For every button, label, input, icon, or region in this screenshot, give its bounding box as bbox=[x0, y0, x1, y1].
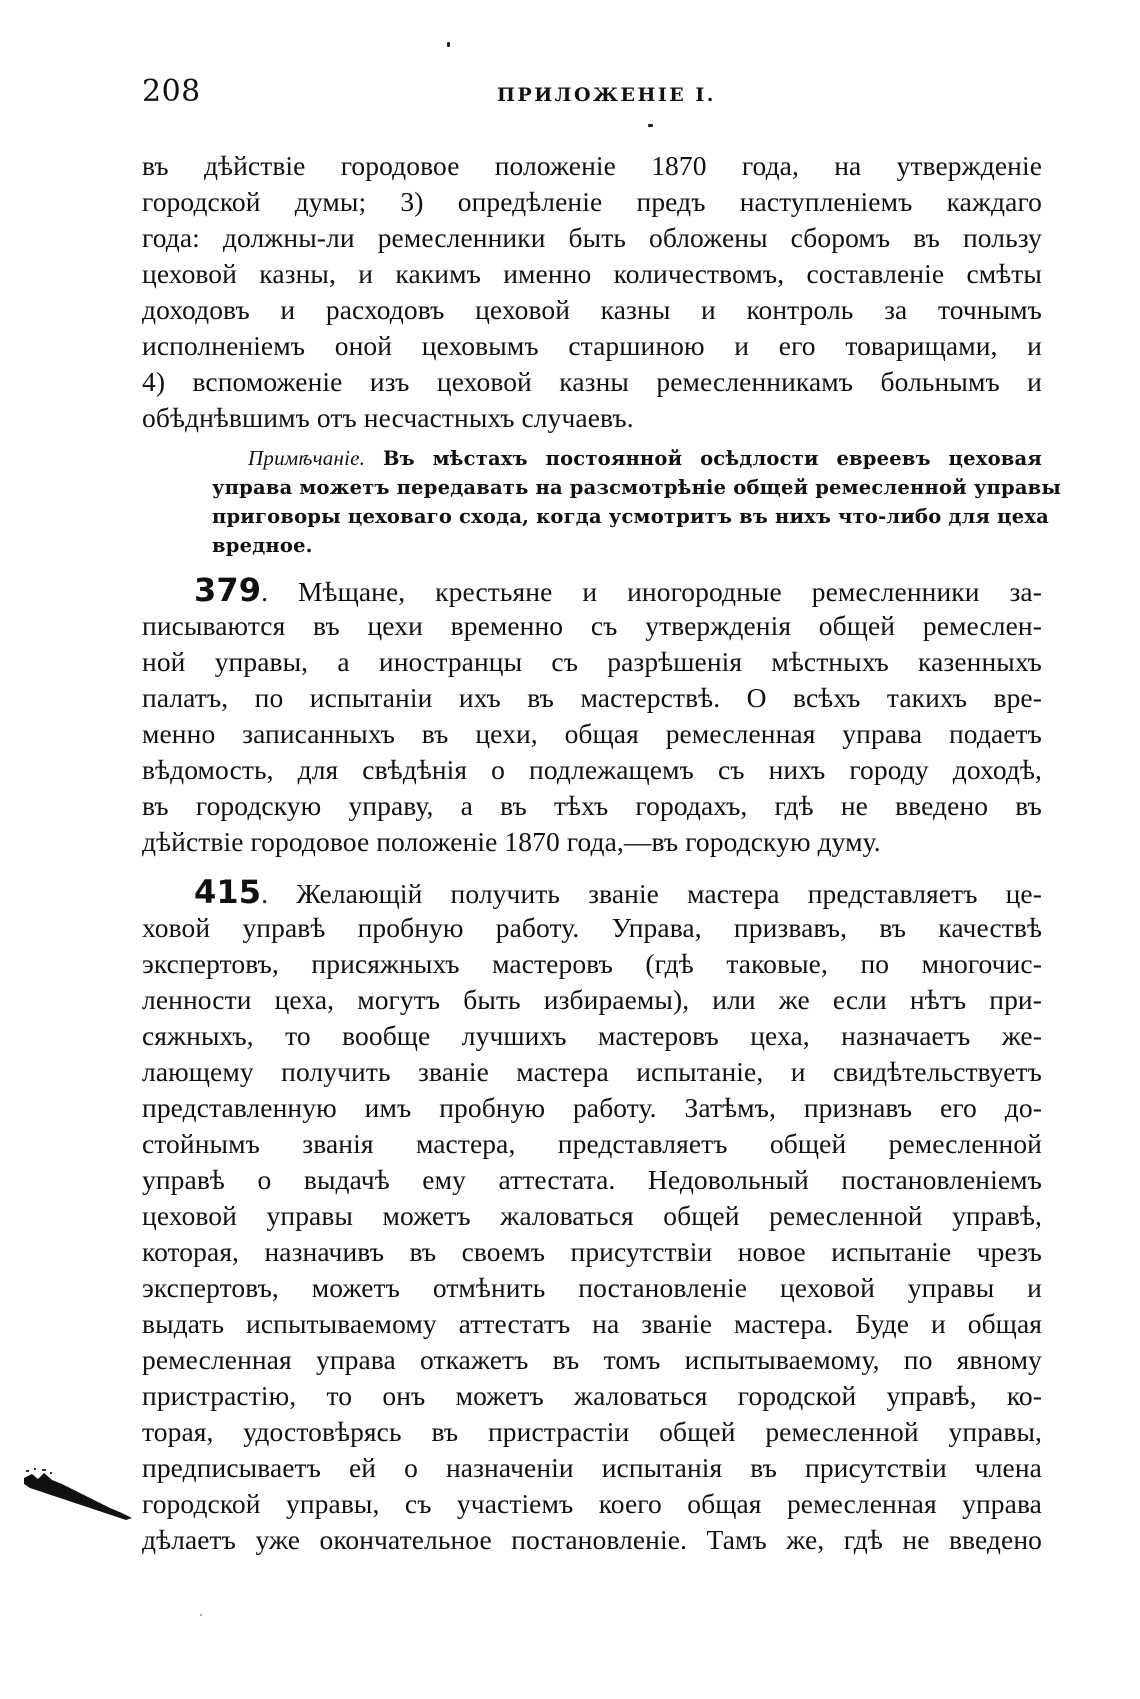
note-line: приговоры цеховаго схода, когда усмотритъ въ нихъ что-либо для цеха bbox=[212, 505, 1049, 528]
text-line: экспертовъ, можетъ отмѣнить постановленіе цеховой управы и bbox=[142, 1272, 1042, 1303]
text-line: доходовъ и расходовъ цеховой казны и контроль за точнымъ bbox=[142, 294, 1042, 325]
text-line: обѣднѣвшимъ отъ несчастныхъ случаевъ. bbox=[142, 402, 634, 433]
body-text bbox=[142, 148, 1062, 1558]
scan-speck bbox=[200, 1614, 202, 1616]
text-line: ховой управѣ пробную работу. Управа, призвавъ, въ качествѣ bbox=[142, 912, 1042, 943]
text-line: ремесленная управа откажетъ въ томъ испытываемому, по явному bbox=[142, 1344, 1042, 1375]
intro-paragraph bbox=[142, 148, 1042, 436]
text-line: цеховой казны, и какимъ именно количествомъ, составленіе смѣты bbox=[142, 258, 1042, 289]
text-line: стойнымъ званія мастера, представляетъ общей ремесленной bbox=[142, 1128, 1042, 1159]
text-line: писываются въ цехи временно съ утвержденія общей ремеслен- bbox=[142, 610, 1042, 641]
text-line bbox=[142, 874, 1042, 910]
text-line: представленную имъ пробную работу. Затѣмъ, признавъ его до- bbox=[142, 1092, 1042, 1123]
text-line: которая, назначивъ въ своемъ присутствіи новое испытаніе чрезъ bbox=[142, 1236, 1042, 1267]
note-text: Въ мѣстахъ постоянной осѣдлости евреевъ цеховая bbox=[382, 447, 1042, 470]
text-line: исполненіемъ оной цеховымъ старшиною и его товарищами, и bbox=[142, 330, 1042, 361]
text-line: цеховой управы можетъ жаловаться общей ремесленной управѣ, bbox=[142, 1200, 1042, 1231]
text-line: торая, удостовѣрясь въ пристрастіи общей ремесленной управы, bbox=[142, 1416, 1042, 1447]
text-line: городской управы, съ участіемъ коего общая ремесленная управа bbox=[142, 1488, 1042, 1519]
text-line: вѣдомость, для свѣдѣнія о подлежащемъ съ нихъ городу доходѣ, bbox=[142, 754, 1042, 785]
note-line bbox=[212, 444, 1042, 473]
text-line: экспертовъ, присяжныхъ мастеровъ (гдѣ таковые, по многочис- bbox=[142, 948, 1042, 979]
text-line: ной управы, а иностранцы съ разрѣшенія мѣстныхъ казенныхъ bbox=[142, 646, 1042, 677]
text-line: дѣлаетъ уже окончательное постановленіе. Тамъ же, гдѣ не введено bbox=[142, 1524, 1042, 1555]
text-line: лающему получить званіе мастера испытаніе, и свидѣтельствуетъ bbox=[142, 1056, 1042, 1087]
note-block bbox=[212, 444, 1062, 560]
text-line: года: должны-ли ремесленники быть обложены сборомъ въ пользу bbox=[142, 222, 1042, 253]
text-line: менно записанныхъ въ цехи, общая ремесленная управа подаетъ bbox=[142, 718, 1042, 749]
text-line bbox=[142, 572, 1042, 608]
page-header bbox=[142, 74, 1042, 114]
note-label: Примѣчаніе. bbox=[248, 446, 366, 470]
text-line: городской думы; 3) опредѣленіе предъ наступленіемъ каждаго bbox=[142, 186, 1042, 217]
text-line: предписываетъ ей о назначеніи испытанія въ присутствіи члена bbox=[142, 1452, 1042, 1483]
note-line: управа можетъ передавать на разсмотрѣніе общей ремесленной управы bbox=[212, 476, 1062, 499]
article-379 bbox=[142, 572, 1042, 860]
text-line: палатъ, по испытаніи ихъ въ мастерствѣ. О всѣхъ такихъ вре- bbox=[142, 682, 1042, 713]
note-line: вредное. bbox=[212, 534, 313, 557]
text-line: выдать испытываемому аттестатъ на званіе мастера. Буде и общая bbox=[142, 1308, 1042, 1339]
text-line: въ городскую управу, а въ тѣхъ городахъ, гдѣ не введено въ bbox=[142, 790, 1042, 821]
text-line: въ дѣйствіе городовое положеніе 1870 года, на утвержденіе bbox=[142, 150, 1042, 181]
text-line: дѣйствіе городовое положеніе 1870 года,—въ городскую думу. bbox=[142, 826, 881, 857]
text-line: ленности цеха, могутъ быть избираемы), или же если нѣтъ при- bbox=[142, 984, 1042, 1015]
text-line: управѣ о выдачѣ ему аттестата. Недовольный постановленіемъ bbox=[142, 1164, 1042, 1195]
text-line: сяжныхъ, то вообще лучшихъ мастеровъ цеха, назначаетъ же- bbox=[142, 1020, 1042, 1051]
running-head: ПРИЛОЖЕНІЕ I. bbox=[497, 84, 716, 106]
scan-speck bbox=[648, 124, 653, 127]
article-text: . Желающій получить званіе мастера представляетъ це- bbox=[261, 878, 1042, 909]
scan-speck bbox=[447, 42, 450, 47]
page-number: 208 bbox=[142, 74, 201, 109]
article-number: 415 bbox=[194, 873, 262, 911]
article-number: 379 bbox=[194, 571, 262, 609]
article-text: . Мѣщане, крестьяне и иногородные ремесленники за- bbox=[261, 576, 1042, 607]
scan-artifact bbox=[22, 1460, 142, 1520]
text-line: 4) вспоможеніе изъ цеховой казны ремесленникамъ больнымъ и bbox=[142, 366, 1042, 397]
text-line: пристрастію, то онъ можетъ жаловаться городской управѣ, ко- bbox=[142, 1380, 1042, 1411]
article-415 bbox=[142, 874, 1042, 1558]
